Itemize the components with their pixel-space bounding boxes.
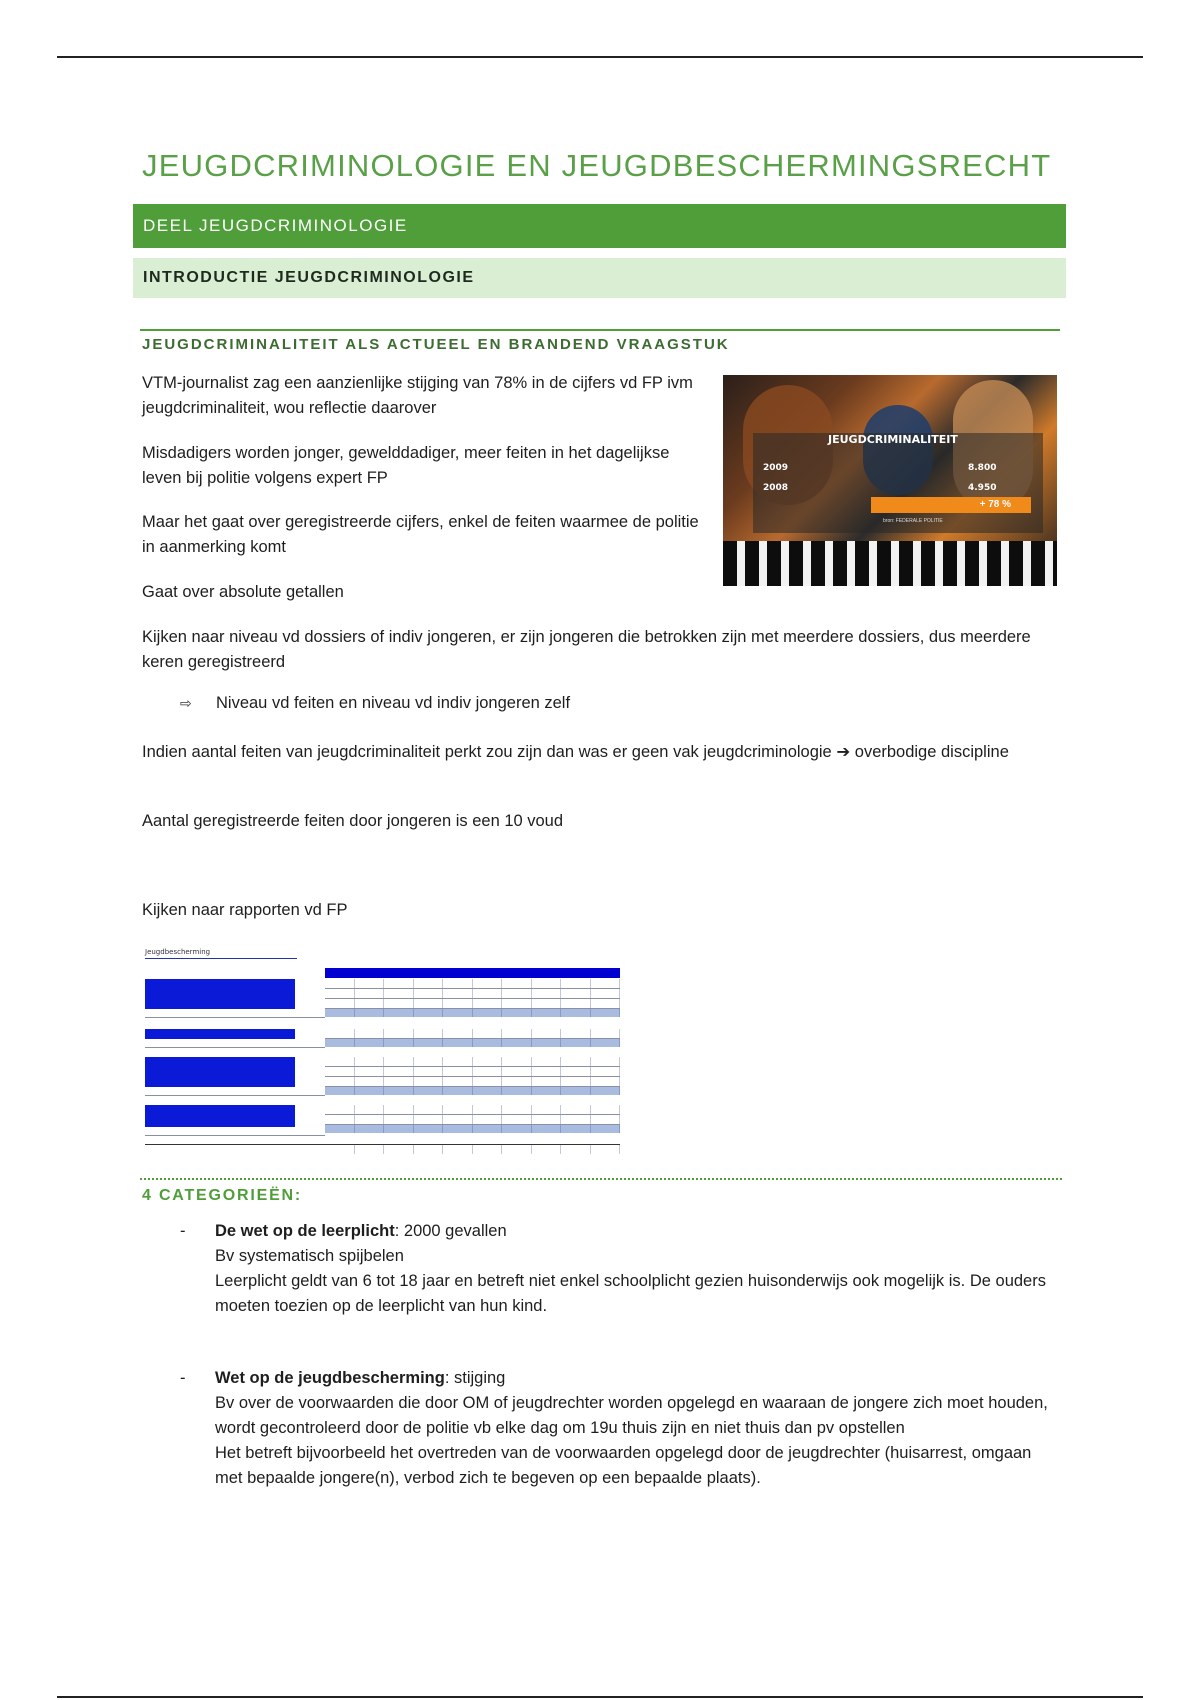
item-title: Wet op de jeugdbescherming xyxy=(215,1369,445,1387)
table-group xyxy=(145,1029,620,1049)
section-rule xyxy=(140,329,1060,331)
item-line: Leerplicht geldt van 6 tot 18 jaar en betreft niet enkel schoolplicht gezien huisonderwijs ook mogelijk is. De ouders moeten toezien op de leerplicht van hun kind. xyxy=(215,1272,1046,1315)
table-totals xyxy=(145,1144,620,1154)
statistics-table-image xyxy=(145,948,620,1154)
section-divider xyxy=(140,1178,1062,1180)
paragraph: Kijken naar rapporten vd FP xyxy=(142,901,348,919)
list-item xyxy=(180,1219,1060,1329)
arrow-bullet xyxy=(180,694,570,713)
paragraph: Gaat over absolute getallen xyxy=(142,583,344,601)
bullet-text: Niveau vd feiten en niveau vd indiv jongeren zelf xyxy=(216,694,571,712)
chapter-heading: INTRODUCTIE JEUGDCRIMINOLOGIE xyxy=(133,258,1066,298)
categories-heading: 4 CATEGORIEËN: xyxy=(142,1187,303,1204)
item-suffix: : 2000 gevallen xyxy=(394,1222,507,1240)
list-item xyxy=(180,1366,1060,1526)
paragraph: Indien aantal feiten van jeugdcriminaliteit perkt zou zijn dan was er geen vak jeugdcriminologie ➔ overbodige discipline xyxy=(142,743,1009,761)
item-suffix: : stijging xyxy=(444,1369,506,1387)
dash-bullet: - xyxy=(180,1222,186,1240)
item-title: De wet op de leerplicht xyxy=(215,1222,395,1240)
overlay-source: bron: FEDERALE POLITIE xyxy=(883,518,943,524)
table-group xyxy=(145,1105,620,1137)
paragraph: Maar het gaat over geregistreerde cijfers, enkel de feiten waarmee de politie in aanmerking komt xyxy=(142,513,699,556)
arrow-icon: ➔ xyxy=(836,743,851,761)
table-group xyxy=(145,1057,620,1097)
overlay-change: + 78 % xyxy=(871,497,1031,513)
paragraph: Misdadigers worden jonger, gewelddadiger, meer feiten in het dagelijkse leven bij politie volgens expert FP xyxy=(142,444,670,487)
table-group xyxy=(145,979,620,1019)
item-line: Het betreft bijvoorbeeld het overtreden van de voorwaarden opgelegd door de jeugdrechter (huisarrest, omgaan met bepaalde jongere(n), verbod zich te begeven op een bepaalde plaats). xyxy=(215,1444,1032,1487)
overlay-value: 4.950 xyxy=(968,483,997,493)
section-heading: JEUGDCRIMINALITEIT ALS ACTUEEL EN BRANDEND VRAAGSTUK xyxy=(142,336,730,353)
overlay-year: 2008 xyxy=(763,483,789,493)
table-caption: Jeugdbescherming xyxy=(145,948,297,959)
paragraph: Aantal geregistreerde feiten door jongeren is een 10 voud xyxy=(142,812,564,830)
paragraph: VTM-journalist zag een aanzienlijke stijging van 78% in de cijfers vd FP ivm jeugdcriminaliteit, wou reflectie daarover xyxy=(142,374,693,417)
footer-rule xyxy=(57,1696,1143,1698)
overlay-value: 8.800 xyxy=(968,463,997,473)
header-rule xyxy=(57,56,1143,58)
paragraph: Kijken naar niveau vd dossiers of indiv jongeren, er zijn jongeren die betrokken zijn met meerdere dossiers, dus meerdere keren geregistreerd xyxy=(142,628,1031,671)
part-heading: DEEL JEUGDCRIMINOLOGIE xyxy=(133,204,1066,248)
dash-bullet: - xyxy=(180,1369,186,1387)
overlay-title: JEUGDCRIMINALITEIT xyxy=(828,433,958,446)
item-line: Bv over de voorwaarden die door OM of jeugdrechter worden opgelegd en waaraan de jongere zich moet houden, wordt gecontroleerd door de politie vb elke dag om 19u thuis zijn en niet thuis dan pv opstellen xyxy=(215,1394,1048,1437)
arrow-right-icon: ⇨ xyxy=(180,695,192,711)
document-title: JEUGDCRIMINOLOGIE EN JEUGDBESCHERMINGSRECHT xyxy=(142,148,1052,183)
table-header xyxy=(325,968,620,978)
graffiti-news-image xyxy=(723,375,1057,586)
overlay-year: 2009 xyxy=(763,463,789,473)
item-line: Bv systematisch spijbelen xyxy=(215,1247,404,1265)
